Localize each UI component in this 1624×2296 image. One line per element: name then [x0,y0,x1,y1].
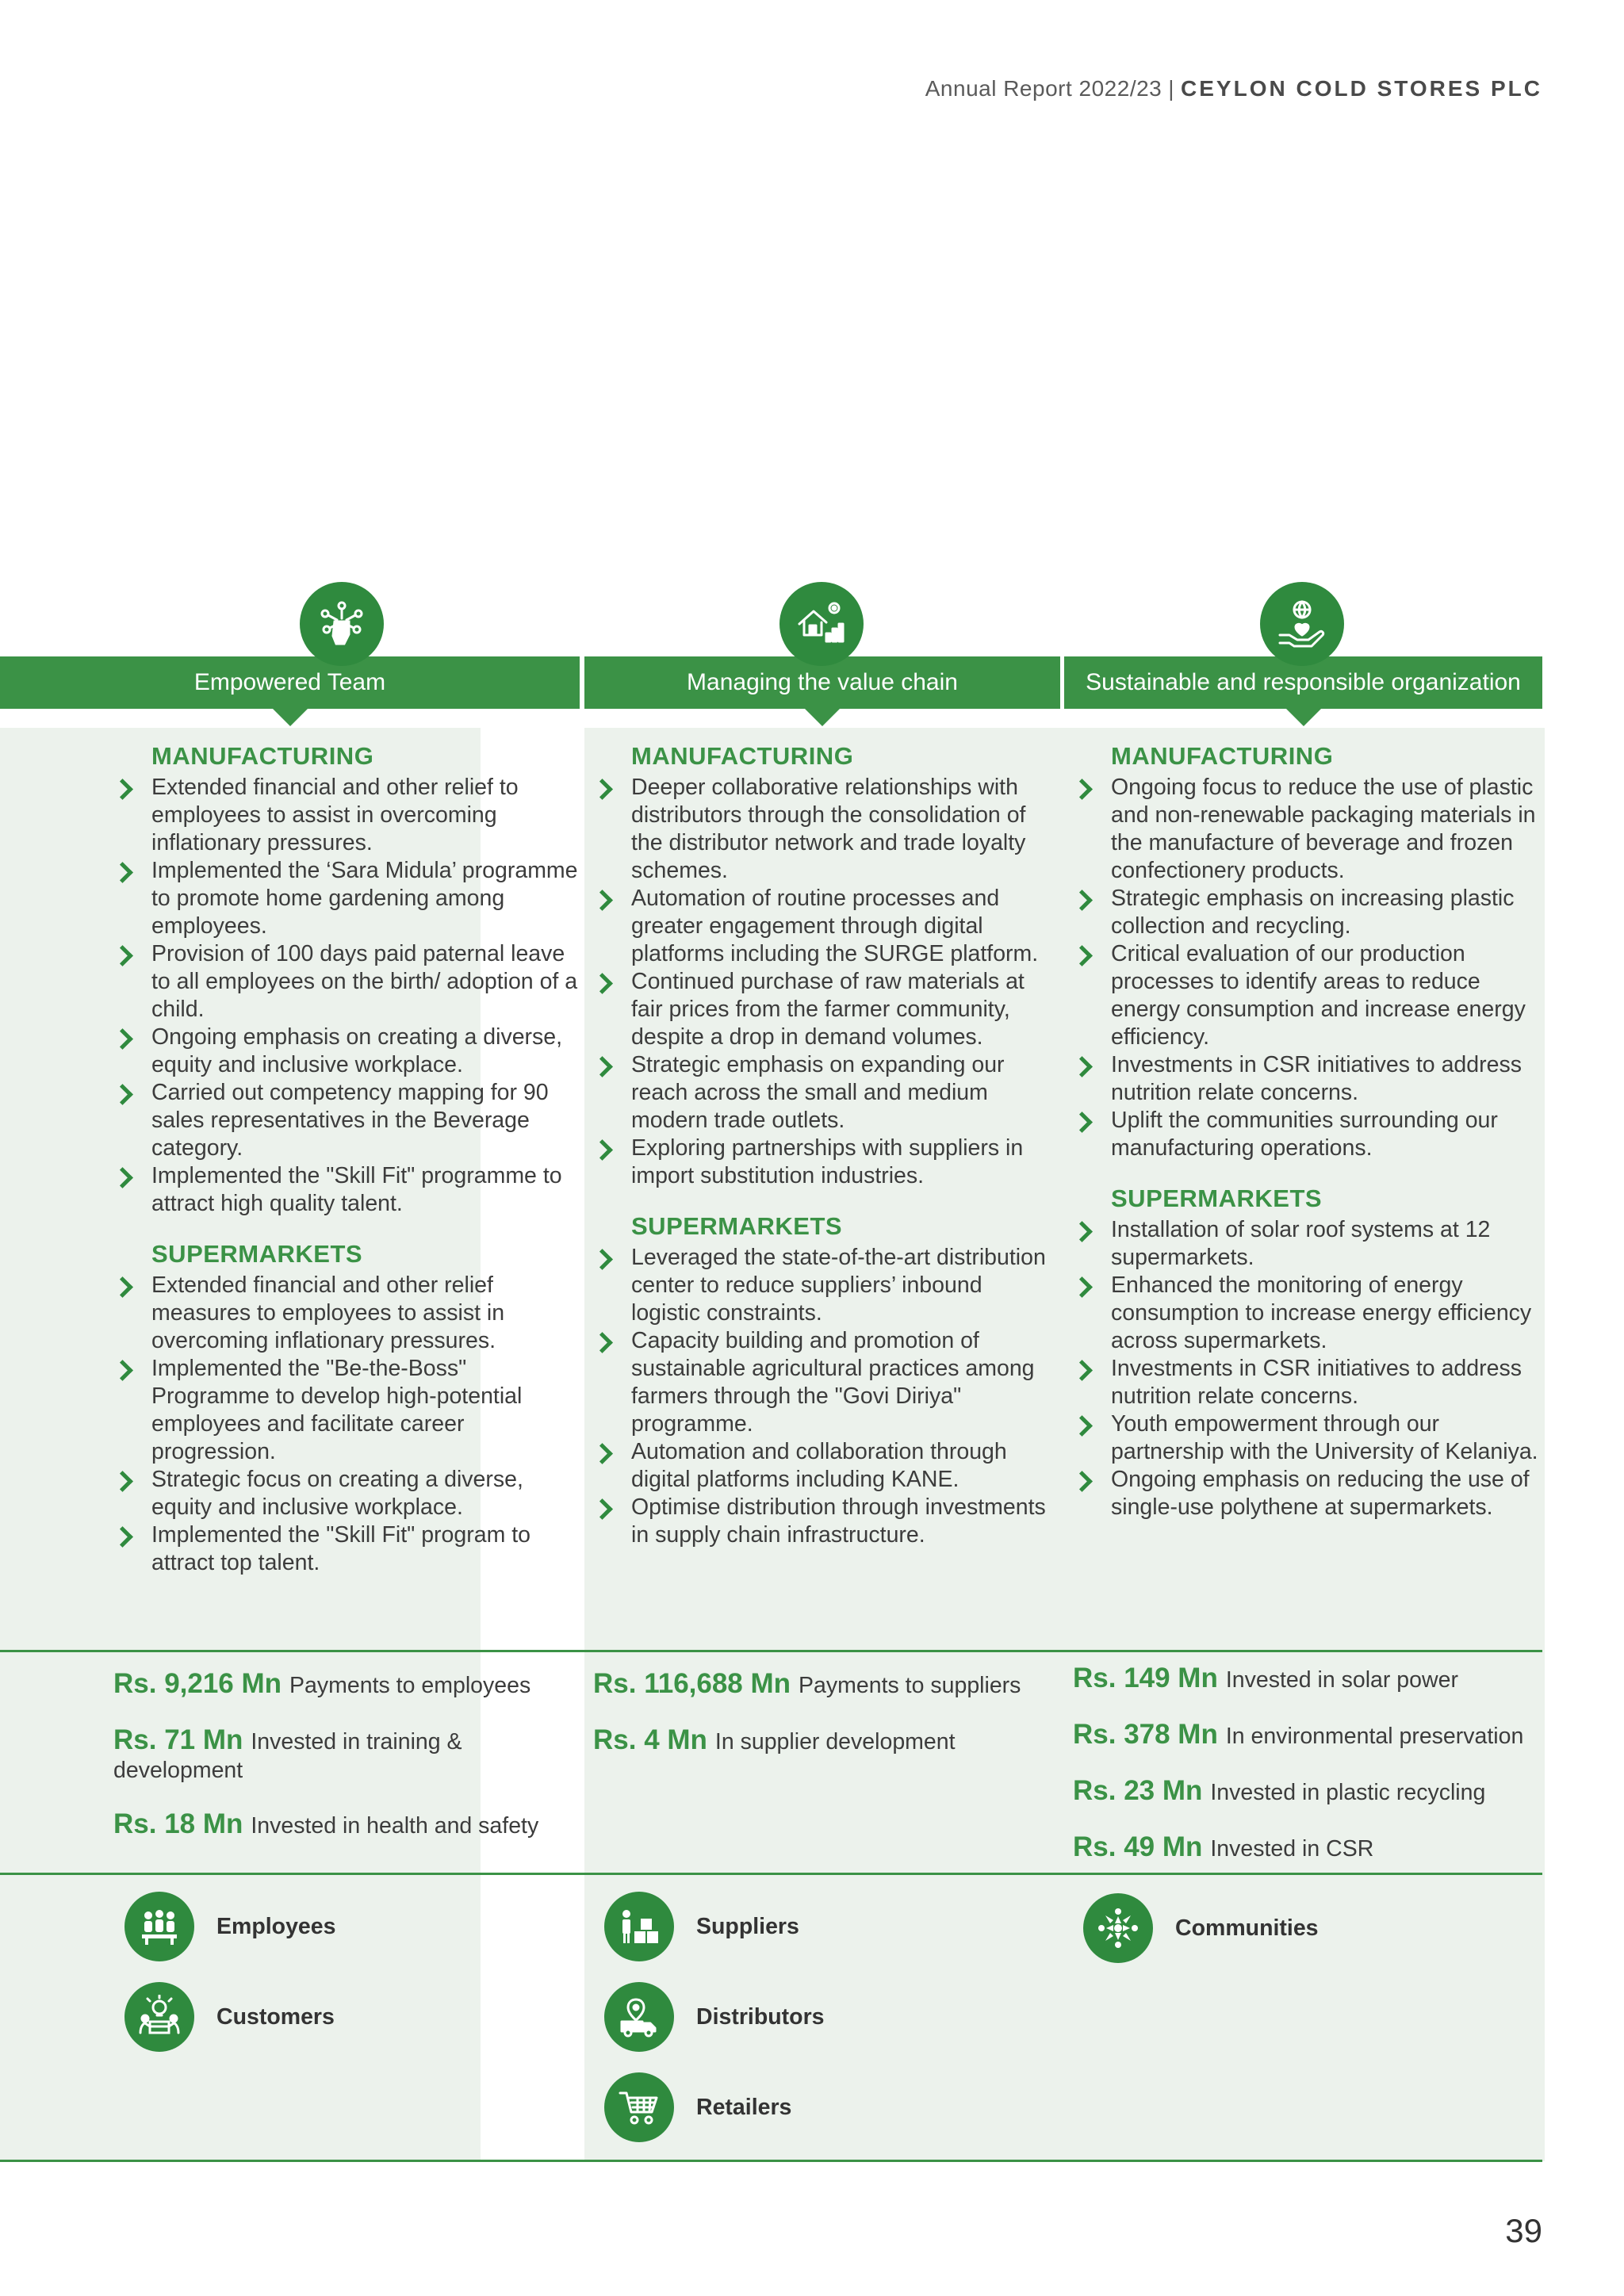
stakeholder-label: Communities [1175,1915,1319,1941]
stat-label: Invested in health and safety [251,1813,539,1839]
stat-item [1073,1720,1542,1751]
manufacturing-list [1073,774,1539,1162]
stat-amount: Rs. 116,688 Mn [593,1668,791,1699]
stat-amount: Rs. 378 Mn [1073,1719,1218,1750]
section-heading-supermarkets: SUPERMARKETS [1111,1184,1323,1212]
list-item: Investments in CSR initiatives to address nutrition relate concerns. [1073,1051,1539,1107]
manufacturing-list [593,774,1056,1190]
stakeholder-label: Employees [216,1913,336,1939]
list-item: Installation of solar roof systems at 12 supermarkets. [1073,1216,1539,1272]
pillar-title-sustainable-org: Sustainable and responsible organization [1064,656,1542,709]
pillar-title-empowered-team: Empowered Team [0,656,580,709]
stat-item [113,1726,526,1785]
divider-bottom [0,2160,1542,2162]
list-item: Deeper collaborative relationships with distributors through the consolidation of the distributor network and trade loyalty schemes. [593,774,1056,885]
list-item: Ongoing emphasis on creating a diverse, equity and inclusive workplace. [113,1024,589,1079]
report-title: Annual Report 2022/23 [925,76,1162,101]
stat-item [1073,1777,1542,1807]
stakeholder-label: Suppliers [696,1913,799,1939]
section-heading-manufacturing: MANUFACTURING [1111,742,1334,770]
list-item: Exploring partnerships with suppliers in import substitution industries. [593,1135,1056,1190]
stat-amount: Rs. 71 Mn [113,1724,243,1755]
list-item: Strategic emphasis on increasing plastic collection and recycling. [1073,885,1539,940]
suppliers-icon [604,1892,674,1961]
list-item: Implemented the "Be-the-Boss" Programme to develop high-potential employees and facilitate career progression. [113,1355,589,1466]
stat-item [1073,1833,1542,1863]
list-item: Continued purchase of raw materials at fair prices from the farmer community, despite a drop in demand volumes. [593,968,1056,1051]
supermarkets-list [1073,1216,1539,1521]
list-item: Extended financial and other relief to employees to assist in overcoming inflationary pressures. [113,774,589,857]
stat-label: Invested in solar power [1225,1667,1458,1693]
stat-label: Invested in CSR [1210,1836,1374,1862]
header-separator: | [1168,76,1175,101]
list-item: Automation and collaboration through digital platforms including KANE. [593,1438,1056,1494]
list-item: Capacity building and promotion of sustainable agricultural practices among farmers through the "Govi Diriya" programme. [593,1327,1056,1438]
list-item: Strategic focus on creating a diverse, equity and inclusive workplace. [113,1466,589,1521]
list-item: Implemented the "Skill Fit" program to attract top talent. [113,1521,589,1577]
list-item: Automation of routine processes and greater engagement through digital platforms including the SURGE platform. [593,885,1056,968]
divider-stats-top [0,1650,1542,1652]
stakeholder-employees [124,1892,336,1961]
list-item: Strategic emphasis on expanding our reach across the small and medium modern trade outlets. [593,1051,1056,1135]
list-item: Leveraged the state-of-the-art distribution center to reduce suppliers’ inbound logistic constraints. [593,1244,1056,1327]
divider-stakeholders-top [0,1873,1542,1875]
stat-label: Payments to suppliers [799,1673,1021,1698]
stat-label: In supplier development [714,1729,956,1755]
list-item: Implemented the "Skill Fit" programme to attract high quality talent. [113,1162,589,1218]
hand-network-icon [300,582,384,666]
list-item: Investments in CSR initiatives to address nutrition relate concerns. [1073,1355,1539,1410]
list-item: Provision of 100 days paid paternal leave to all employees on the birth/ adoption of a child. [113,940,589,1024]
section-heading-manufacturing: MANUFACTURING [151,742,374,770]
column-sustainable-org [1073,740,1539,1521]
list-item: Carried out competency mapping for 90 sales representatives in the Beverage category. [113,1079,589,1162]
stat-item [1073,1664,1542,1694]
stakeholder-retailers [604,2072,791,2142]
stat-label: Invested in training & development [113,1729,462,1783]
list-item: Enhanced the monitoring of energy consumption to increase energy efficiency across supermarkets. [1073,1272,1539,1355]
section-heading-supermarkets: SUPERMARKETS [631,1212,843,1240]
section-heading-manufacturing: MANUFACTURING [631,742,854,770]
column-value-chain [593,740,1056,1549]
stakeholder-suppliers [604,1892,799,1961]
list-item: Ongoing emphasis on reducing the use of single-use polythene at supermarkets. [1073,1466,1539,1521]
stat-item [113,1810,573,1840]
stat-amount: Rs. 4 Mn [593,1724,707,1755]
stakeholder-distributors [604,1982,825,2052]
globe-hand-heart-icon [1260,582,1344,666]
stat-label: In environmental preservation [1225,1724,1524,1749]
pillar-title-value-chain: Managing the value chain [584,656,1060,709]
section-heading-supermarkets: SUPERMARKETS [151,1240,363,1268]
stakeholder-label: Retailers [696,2094,792,2120]
list-item: Ongoing focus to reduce the use of plastic and non-renewable packaging materials in the manufacture of beverage and frozen confectionery products. [1073,774,1539,885]
distributors-icon [604,1982,674,2052]
list-item: Extended financial and other relief measures to employees to assist in overcoming inflationary pressures. [113,1272,589,1355]
stakeholder-customers [124,1982,335,2052]
stakeholder-label: Customers [216,2003,335,2030]
stat-item [593,1670,1061,1700]
list-item: Optimise distribution through investments in supply chain infrastructure. [593,1494,1056,1549]
stat-amount: Rs. 9,216 Mn [113,1668,282,1699]
stakeholder-label: Distributors [696,2003,825,2030]
stat-label: Invested in plastic recycling [1210,1780,1486,1805]
communities-icon [1083,1893,1153,1963]
employees-icon [124,1892,194,1961]
stat-label: Payments to employees [289,1673,531,1698]
page-number: 39 [1505,2212,1542,2249]
stat-amount: Rs. 18 Mn [113,1808,243,1839]
stat-item [593,1726,1061,1756]
list-item: Youth empowerment through our partnership with the University of Kelaniya. [1073,1410,1539,1466]
company-name: CEYLON COLD STORES PLC [1181,76,1542,101]
stat-amount: Rs. 149 Mn [1073,1663,1218,1693]
manufacturing-list [113,774,589,1218]
list-item: Implemented the ‘Sara Midula’ programme to promote home gardening among employees. [113,857,589,940]
house-growth-gear-icon [779,582,864,666]
stat-amount: Rs. 49 Mn [1073,1831,1203,1862]
column-empowered-team [113,740,589,1577]
list-item: Uplift the communities surrounding our manufacturing operations. [1073,1107,1539,1162]
stat-item [113,1670,573,1700]
shopping-cart-icon [604,2072,674,2142]
stakeholder-communities [1083,1893,1319,1963]
list-item: Critical evaluation of our production processes to identify areas to reduce energy consumption and increase energy efficiency. [1073,940,1539,1051]
customers-icon [124,1982,194,2052]
supermarkets-list [593,1244,1056,1549]
running-header [925,76,1542,101]
supermarkets-list [113,1272,589,1577]
stat-amount: Rs. 23 Mn [1073,1775,1203,1806]
